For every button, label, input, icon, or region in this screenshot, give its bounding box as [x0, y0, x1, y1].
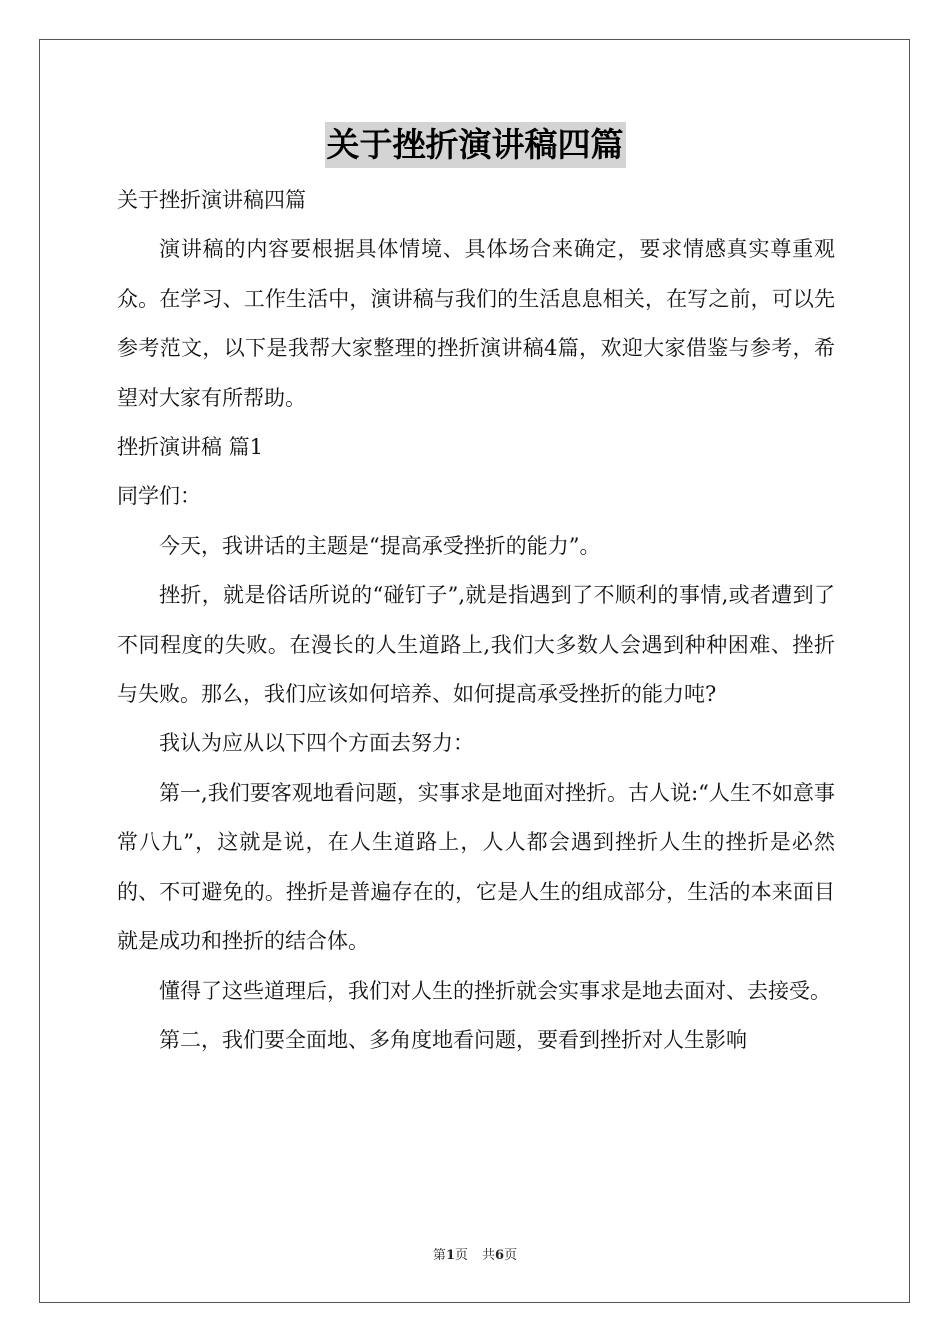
page-label-suffix: 页	[454, 1248, 468, 1263]
document-title: 关于挫折演讲稿四篇	[325, 122, 626, 168]
paragraph: 同学们：	[117, 484, 201, 509]
paragraph: 我认为应从以下四个方面去努力：	[159, 731, 474, 756]
document-body	[117, 176, 835, 1065]
total-label-suffix: 页	[504, 1248, 518, 1263]
paragraph: 演讲稿的内容要根据具体情境、具体场合来确定，要求情感真实尊重观众。在学习、工作生活中，演讲稿与我们的生活息息相关，在写之前，可以先参考范文，以下是我帮大家整理的挫折演讲稿4篇，欢迎大家借鉴与参考，希望对大家有所帮助。	[117, 237, 835, 410]
page-footer	[0, 1247, 950, 1265]
paragraph: 挫折演讲稿 篇1	[117, 435, 264, 460]
paragraph: 挫折，就是俗话所说的“碰钉子”,就是指遇到了不顺利的事情,或者遭到了不同程度的失败。在漫长的人生道路上,我们大多数人会遇到种种困难、挫折与失败。那么，我们应该如何培养、如何提高承受挫折的能力吨?	[117, 583, 835, 707]
total-label-prefix: 共	[482, 1248, 496, 1263]
paragraph: 第一,我们要客观地看问题，实事求是地面对挫折。古人说:“人生不如意事常八九”，这就是说，在人生道路上，人人都会遇到挫折人生的挫折是必然的、不可避免的。挫折是普遍存在的，它是人生的组成部分，生活的本来面目就是成功和挫折的结合体。	[117, 780, 835, 954]
current-page-number: 1	[445, 1248, 455, 1263]
paragraph: 懂得了这些道理后，我们对人生的挫折就会实事求是地去面对、去接受。	[159, 978, 831, 1003]
title-container	[0, 122, 950, 168]
paragraph: 关于挫折演讲稿四篇	[117, 188, 306, 212]
paragraph: 第二，我们要全面地、多角度地看问题，要看到挫折对人生影响	[159, 1027, 747, 1052]
paragraph: 今天，我讲话的主题是“提高承受挫折的能力”。	[159, 533, 601, 558]
total-page-number: 6	[495, 1248, 505, 1263]
page-label-prefix: 第	[432, 1248, 446, 1263]
